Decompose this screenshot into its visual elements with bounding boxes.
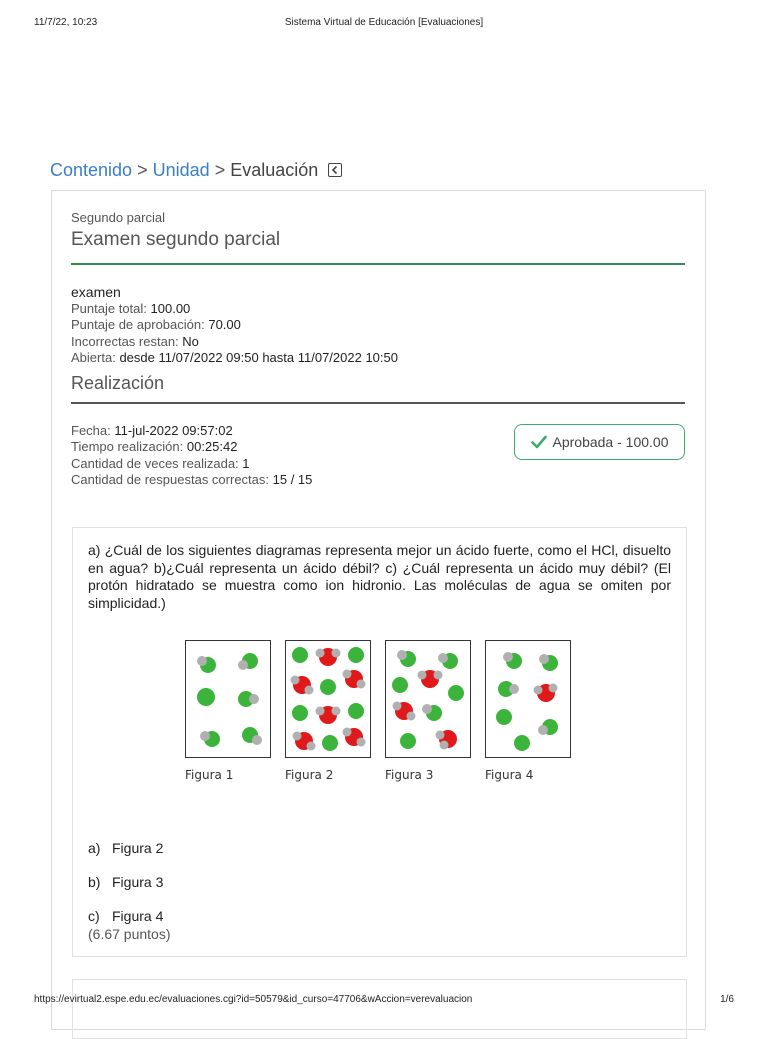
figure-label: Figura 4	[485, 768, 534, 782]
status-badge	[514, 424, 685, 460]
print-title: Sistema Virtual de Educación [Evaluaciones]	[284, 17, 484, 28]
page-number: 1/6	[720, 994, 734, 1005]
figure-3	[385, 640, 471, 782]
print-url: https://evirtual2.espe.edu.ec/evaluaciones.cgi?id=50579&id_curso=47706&wAccion=verevaluacion	[34, 994, 473, 1005]
figure-1	[185, 640, 271, 782]
exam-title: Examen segundo parcial	[71, 229, 281, 250]
figure-label: Figura 2	[285, 768, 334, 782]
figure-label: Figura 1	[185, 768, 234, 782]
figure-4	[485, 640, 571, 782]
breadcrumb-link-contenido[interactable]: Contenido	[50, 160, 133, 180]
molecule-diagram	[485, 640, 571, 758]
exam-description: examen	[71, 284, 121, 300]
figures-row	[185, 640, 575, 785]
question-points: (6.67 puntos)	[88, 926, 171, 942]
question-card	[72, 527, 687, 957]
breadcrumb	[50, 158, 342, 182]
breadcrumb-link-unidad[interactable]: Unidad	[152, 160, 210, 180]
check-icon	[531, 435, 547, 449]
detail-incorrectas-restan: Incorrectas restan: No	[71, 333, 199, 349]
breadcrumb-separator: >	[137, 160, 148, 180]
exam-subtitle: Segundo parcial	[71, 210, 165, 225]
question-card	[72, 979, 687, 1039]
figure-2	[285, 640, 371, 782]
divider	[71, 402, 685, 404]
answer-item: c) Figura 4	[88, 908, 164, 924]
print-date: 11/7/22, 10:23	[34, 17, 98, 28]
breadcrumb-current: Evaluación	[230, 160, 319, 180]
print-footer	[34, 994, 734, 1008]
detail-tiempo: Tiempo realización: 00:25:42	[71, 439, 238, 455]
detail-veces: Cantidad de veces realizada: 1	[71, 455, 250, 471]
status-badge-text: Aprobada - 100.00	[552, 434, 669, 450]
print-header	[34, 17, 734, 31]
detail-puntaje-total: Puntaje total: 100.00	[71, 301, 191, 316]
question-text: a) ¿Cuál de los siguientes diagramas representa mejor un ácido fuerte, como el HCl, disuelto en agua? b)¿Cuál representa un ácido débil? c) ¿Cuál representa un ácido muy débil? (El protón hidratado se muestra como ion hidronio. Las moléculas de agua se omiten por simplicidad.)	[88, 542, 671, 611]
detail-abierta: Abierta: desde 11/07/2022 09:50 hasta 11/07/2022 10:50	[71, 350, 398, 366]
answer-item: b) Figura 3	[88, 874, 164, 890]
figure-label: Figura 3	[385, 768, 434, 782]
evaluation-panel	[51, 190, 706, 1030]
detail-fecha: Fecha: 11-jul-2022 09:57:02	[71, 423, 233, 438]
breadcrumb-separator: >	[214, 160, 226, 180]
detail-correctas: Cantidad de respuestas correctas: 15 / 15	[71, 472, 313, 488]
divider	[71, 263, 685, 265]
exam-details	[71, 301, 685, 367]
answer-item: a) Figura 2	[88, 840, 164, 856]
molecule-diagram	[185, 640, 271, 758]
realizacion-title: Realización	[71, 373, 165, 393]
square-chevron-left-icon[interactable]	[328, 163, 342, 177]
molecule-diagram	[285, 640, 371, 758]
detail-puntaje-aprobacion: Puntaje de aprobación: 70.00	[71, 317, 241, 333]
molecule-diagram	[385, 640, 471, 758]
